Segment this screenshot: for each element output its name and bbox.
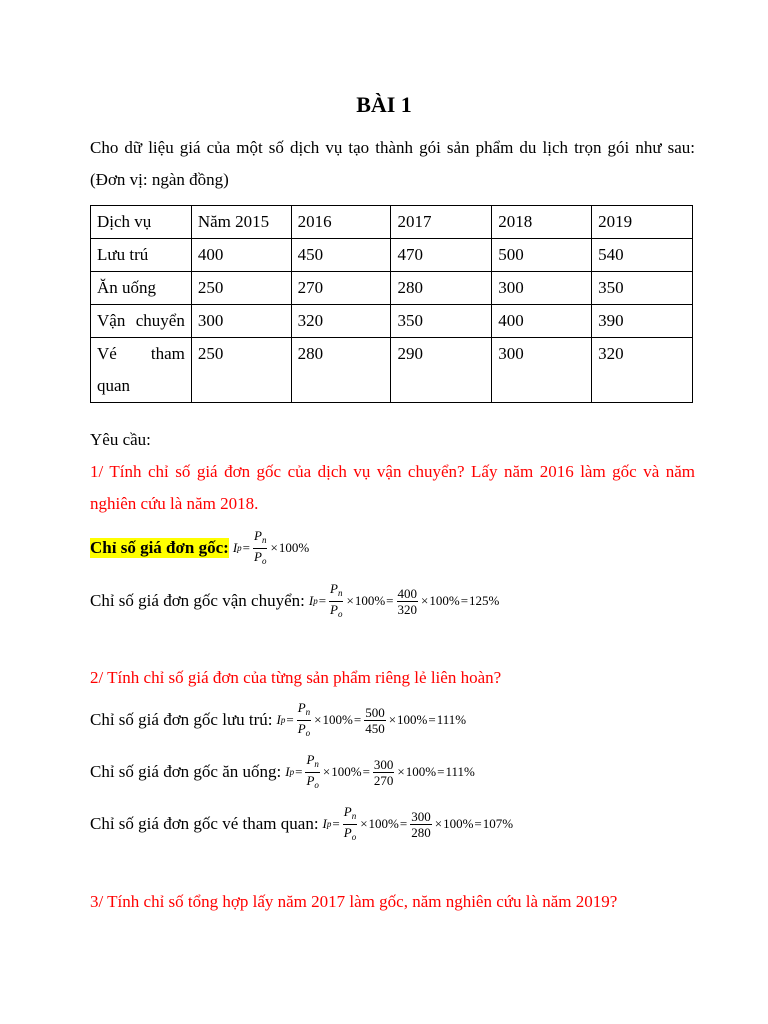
calc-transport-formula: I p = $\frac{P_n}{P_o}$ × 100% = $\frac{400}{320}$ × 100% = 125% bbox=[308, 580, 500, 619]
table-row bbox=[91, 305, 693, 338]
calc-transport-label: Chỉ số giá đơn gốc vận chuyển: bbox=[90, 591, 305, 610]
formula-line bbox=[90, 524, 309, 572]
calc-lodging-formula: I p = $\frac{P_n}{P_o}$ × 100% = $\frac{500}{450}$ × 100% = 111% bbox=[276, 699, 467, 738]
calc-food-line bbox=[90, 748, 475, 796]
table-cell: 390 bbox=[592, 305, 693, 338]
calc-lodging-line bbox=[90, 696, 466, 744]
table-header-cell: Dịch vụ bbox=[91, 206, 192, 239]
calc-tickets-line bbox=[90, 800, 513, 848]
table-header-cell: 2016 bbox=[291, 206, 391, 239]
table-cell: 320 bbox=[592, 338, 693, 403]
table-cell: 540 bbox=[592, 239, 693, 272]
table-cell: 280 bbox=[391, 272, 492, 305]
question-2: 2/ Tính chỉ số giá đơn của từng sản phẩm riêng lẻ liên hoàn? bbox=[90, 668, 502, 687]
table-cell: Lưu trú bbox=[91, 239, 192, 272]
table-cell: 250 bbox=[191, 338, 291, 403]
calc-transport-line bbox=[90, 577, 499, 625]
price-table bbox=[90, 205, 693, 403]
table-header-cell: 2019 bbox=[592, 206, 693, 239]
table-header-row bbox=[91, 206, 693, 239]
table-row bbox=[91, 338, 693, 403]
table-cell: 400 bbox=[492, 305, 592, 338]
table-header-cell: 2018 bbox=[492, 206, 592, 239]
table-row bbox=[91, 272, 693, 305]
intro-paragraph: Cho dữ liệu giá của một số dịch vụ tạo thành gói sản phẩm du lịch trọn gói như sau: (Đơn vị: ngàn đồng) bbox=[90, 138, 695, 189]
table-cell: Vé tham quan bbox=[91, 338, 192, 403]
calc-food-label: Chỉ số giá đơn gốc ăn uống: bbox=[90, 762, 282, 781]
table-row bbox=[91, 239, 693, 272]
table-cell: 250 bbox=[191, 272, 291, 305]
price-index-formula: I p = $\frac{P_n}{P_o}$ × 100% bbox=[232, 527, 310, 566]
calc-lodging-label: Chỉ số giá đơn gốc lưu trú: bbox=[90, 710, 273, 729]
table-cell: 320 bbox=[291, 305, 391, 338]
question-3: 3/ Tính chỉ số tổng hợp lấy năm 2017 làm gốc, năm nghiên cứu là năm 2019? bbox=[90, 892, 618, 911]
table-cell: 350 bbox=[391, 305, 492, 338]
table-cell: 350 bbox=[592, 272, 693, 305]
table-cell: 450 bbox=[291, 239, 391, 272]
table-cell: Ăn uống bbox=[91, 272, 192, 305]
table-cell: 300 bbox=[492, 272, 592, 305]
table-cell: 290 bbox=[391, 338, 492, 403]
table-cell: 270 bbox=[291, 272, 391, 305]
table-cell: 300 bbox=[191, 305, 291, 338]
table-header-cell: Năm 2015 bbox=[191, 206, 291, 239]
calc-tickets-label: Chỉ số giá đơn gốc vé tham quan: bbox=[90, 814, 319, 833]
table-cell: 400 bbox=[191, 239, 291, 272]
calc-food-formula: I p = $\frac{P_n}{P_o}$ × 100% = $\frac{300}{270}$ × 100% = 111% bbox=[285, 751, 475, 790]
table-cell: 470 bbox=[391, 239, 492, 272]
calc-tickets-formula: I p = $\frac{P_n}{P_o}$ × 100% = $\frac{300}{280}$ × 100% = 107% bbox=[322, 803, 514, 842]
formula-label: Chỉ số giá đơn gốc: bbox=[90, 538, 229, 557]
requirements-label: Yêu cầu: bbox=[90, 430, 151, 449]
table-header-cell: 2017 bbox=[391, 206, 492, 239]
question-1: 1/ Tính chỉ số giá đơn gốc của dịch vụ vận chuyển? Lấy năm 2016 làm gốc và năm nghiên cứu là năm 2018. bbox=[90, 462, 695, 513]
table-cell: Vận chuyển bbox=[91, 305, 192, 338]
table-cell: 280 bbox=[291, 338, 391, 403]
exercise-title: BÀI 1 bbox=[356, 92, 412, 117]
table-cell: 300 bbox=[492, 338, 592, 403]
table-cell: 500 bbox=[492, 239, 592, 272]
